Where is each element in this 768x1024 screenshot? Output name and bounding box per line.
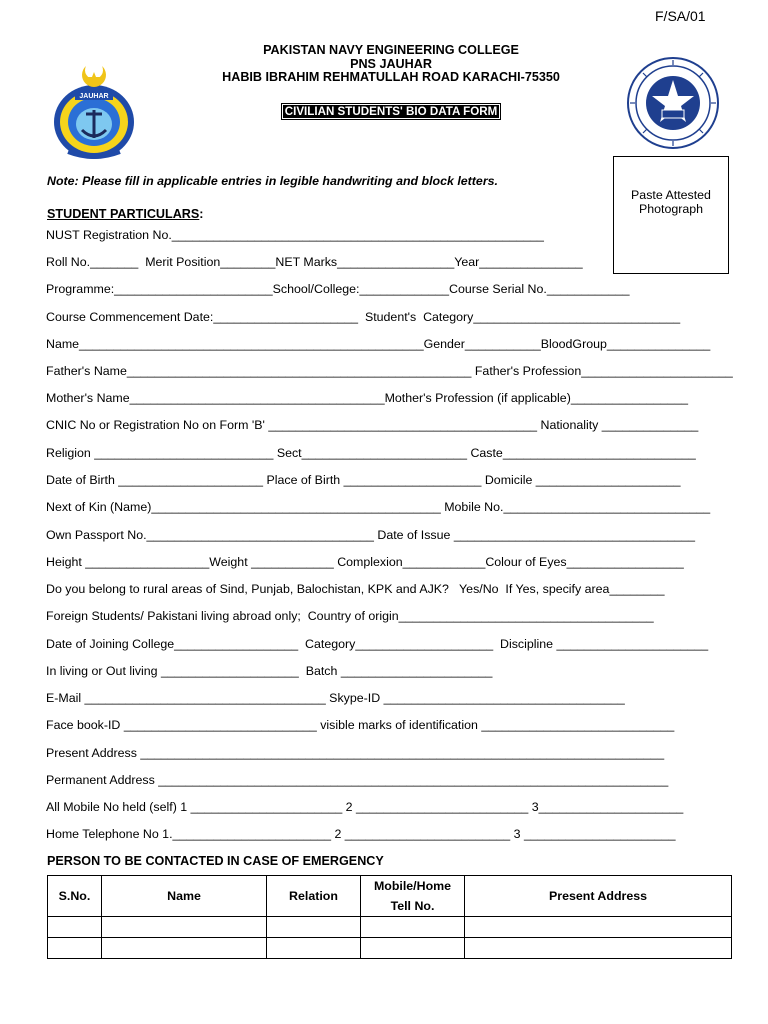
logo-left-text: JAUHAR	[79, 93, 109, 100]
table-cell[interactable]	[361, 938, 465, 959]
field-roll-merit-net-year[interactable]: Roll No._______ Merit Position________NET Marks_________________Year_______________	[46, 255, 583, 269]
field-facebook-marks[interactable]: Face book-ID ____________________________ visible marks of identification ____________________________	[46, 718, 675, 732]
table-cell[interactable]	[102, 917, 267, 938]
photo-box-line2: Photograph	[638, 202, 704, 216]
col-header-address: Present Address	[465, 876, 732, 917]
col-header-sno: S.No.	[48, 876, 102, 917]
field-permanent-address[interactable]: Permanent Address __________________________________________________________________________	[46, 773, 669, 787]
field-birth-domicile[interactable]: Date of Birth _____________________ Place of Birth ____________________ Domicile _____________________	[46, 473, 681, 487]
table-cell[interactable]	[48, 917, 102, 938]
field-father[interactable]: Father's Name__________________________________________________ Father's Profession______________________	[46, 364, 733, 378]
field-next-of-kin[interactable]: Next of Kin (Name)__________________________________________ Mobile No.______________________________	[46, 500, 711, 514]
field-religion-sect-caste[interactable]: Religion __________________________ Sect________________________ Caste____________________________	[46, 446, 696, 460]
col-header-mobile: Mobile/Home Tell No.	[361, 876, 465, 917]
field-email-skype[interactable]: E-Mail ___________________________________ Skype-ID ___________________________________	[46, 691, 625, 705]
table-header-row	[48, 876, 732, 917]
table-cell[interactable]	[48, 938, 102, 959]
emergency-contact-table	[47, 875, 732, 959]
university-seal-logo	[626, 56, 720, 150]
table-cell[interactable]	[361, 917, 465, 938]
table-cell[interactable]	[102, 938, 267, 959]
emergency-title: PERSON TO BE CONTACTED IN CASE OF EMERGENCY	[47, 854, 384, 868]
table-row	[48, 917, 732, 938]
field-rural-area[interactable]: Do you belong to rural areas of Sind, Punjab, Balochistan, KPK and AJK? Yes/No If Yes, specify area________	[46, 582, 665, 596]
college-unit: PNS JAUHAR	[350, 57, 432, 71]
field-living-batch[interactable]: In living or Out living ____________________ Batch ______________________	[46, 664, 493, 678]
field-programme-school[interactable]: Programme:_______________________School/College:_____________Course Serial No.____________	[46, 282, 630, 296]
col-header-name: Name	[102, 876, 267, 917]
field-foreign-origin[interactable]: Foreign Students/ Pakistani living abroad only; Country of origin_____________________________________	[46, 609, 654, 623]
field-mobile-numbers[interactable]: All Mobile No held (self) 1 ______________________ 2 _________________________ 3_____________________	[46, 800, 684, 814]
form-title: CIVILIAN STUDENTS' BIO DATA FORM	[284, 105, 498, 118]
college-address: HABIB IBRAHIM REHMATULLAH ROAD KARACHI-75350	[222, 70, 560, 84]
col-header-relation: Relation	[267, 876, 361, 917]
table-cell[interactable]	[465, 917, 732, 938]
college-name: PAKISTAN NAVY ENGINEERING COLLEGE	[263, 43, 519, 57]
photo-box[interactable]	[613, 156, 729, 274]
field-physical[interactable]: Height __________________Weight ____________ Complexion____________Colour of Eyes_________________	[46, 555, 684, 569]
field-joining-category[interactable]: Date of Joining College__________________ Category____________________ Discipline ______________________	[46, 637, 709, 651]
field-nust-registration[interactable]: NUST Registration No.______________________________________________________	[46, 228, 544, 242]
photo-box-line1: Paste Attested	[631, 188, 711, 202]
navy-crest-logo	[48, 62, 140, 162]
form-code: F/SA/01	[655, 8, 706, 24]
field-cnic-nationality[interactable]: CNIC No or Registration No on Form 'B' _______________________________________ Nationality ______________	[46, 418, 699, 432]
instruction-note: Note: Please fill in applicable entries in legible handwriting and block letters.	[47, 174, 498, 188]
table-cell[interactable]	[267, 938, 361, 959]
field-passport[interactable]: Own Passport No._________________________________ Date of Issue ___________________________________	[46, 528, 696, 542]
table-cell[interactable]	[267, 917, 361, 938]
field-home-telephone[interactable]: Home Telephone No 1._______________________ 2 ________________________ 3 ______________________	[46, 827, 676, 841]
table-cell[interactable]	[465, 938, 732, 959]
section-title: STUDENT PARTICULARS:	[47, 207, 204, 221]
field-present-address[interactable]: Present Address ____________________________________________________________________________	[46, 746, 665, 760]
table-row	[48, 938, 732, 959]
field-course-commencement[interactable]: Course Commencement Date:_____________________ Student's Category______________________________	[46, 310, 681, 324]
field-mother[interactable]: Mother's Name_____________________________________Mother's Profession (if applicable)_________________	[46, 391, 688, 405]
field-name-gender-blood[interactable]: Name__________________________________________________Gender___________BloodGroup_______________	[46, 337, 711, 351]
